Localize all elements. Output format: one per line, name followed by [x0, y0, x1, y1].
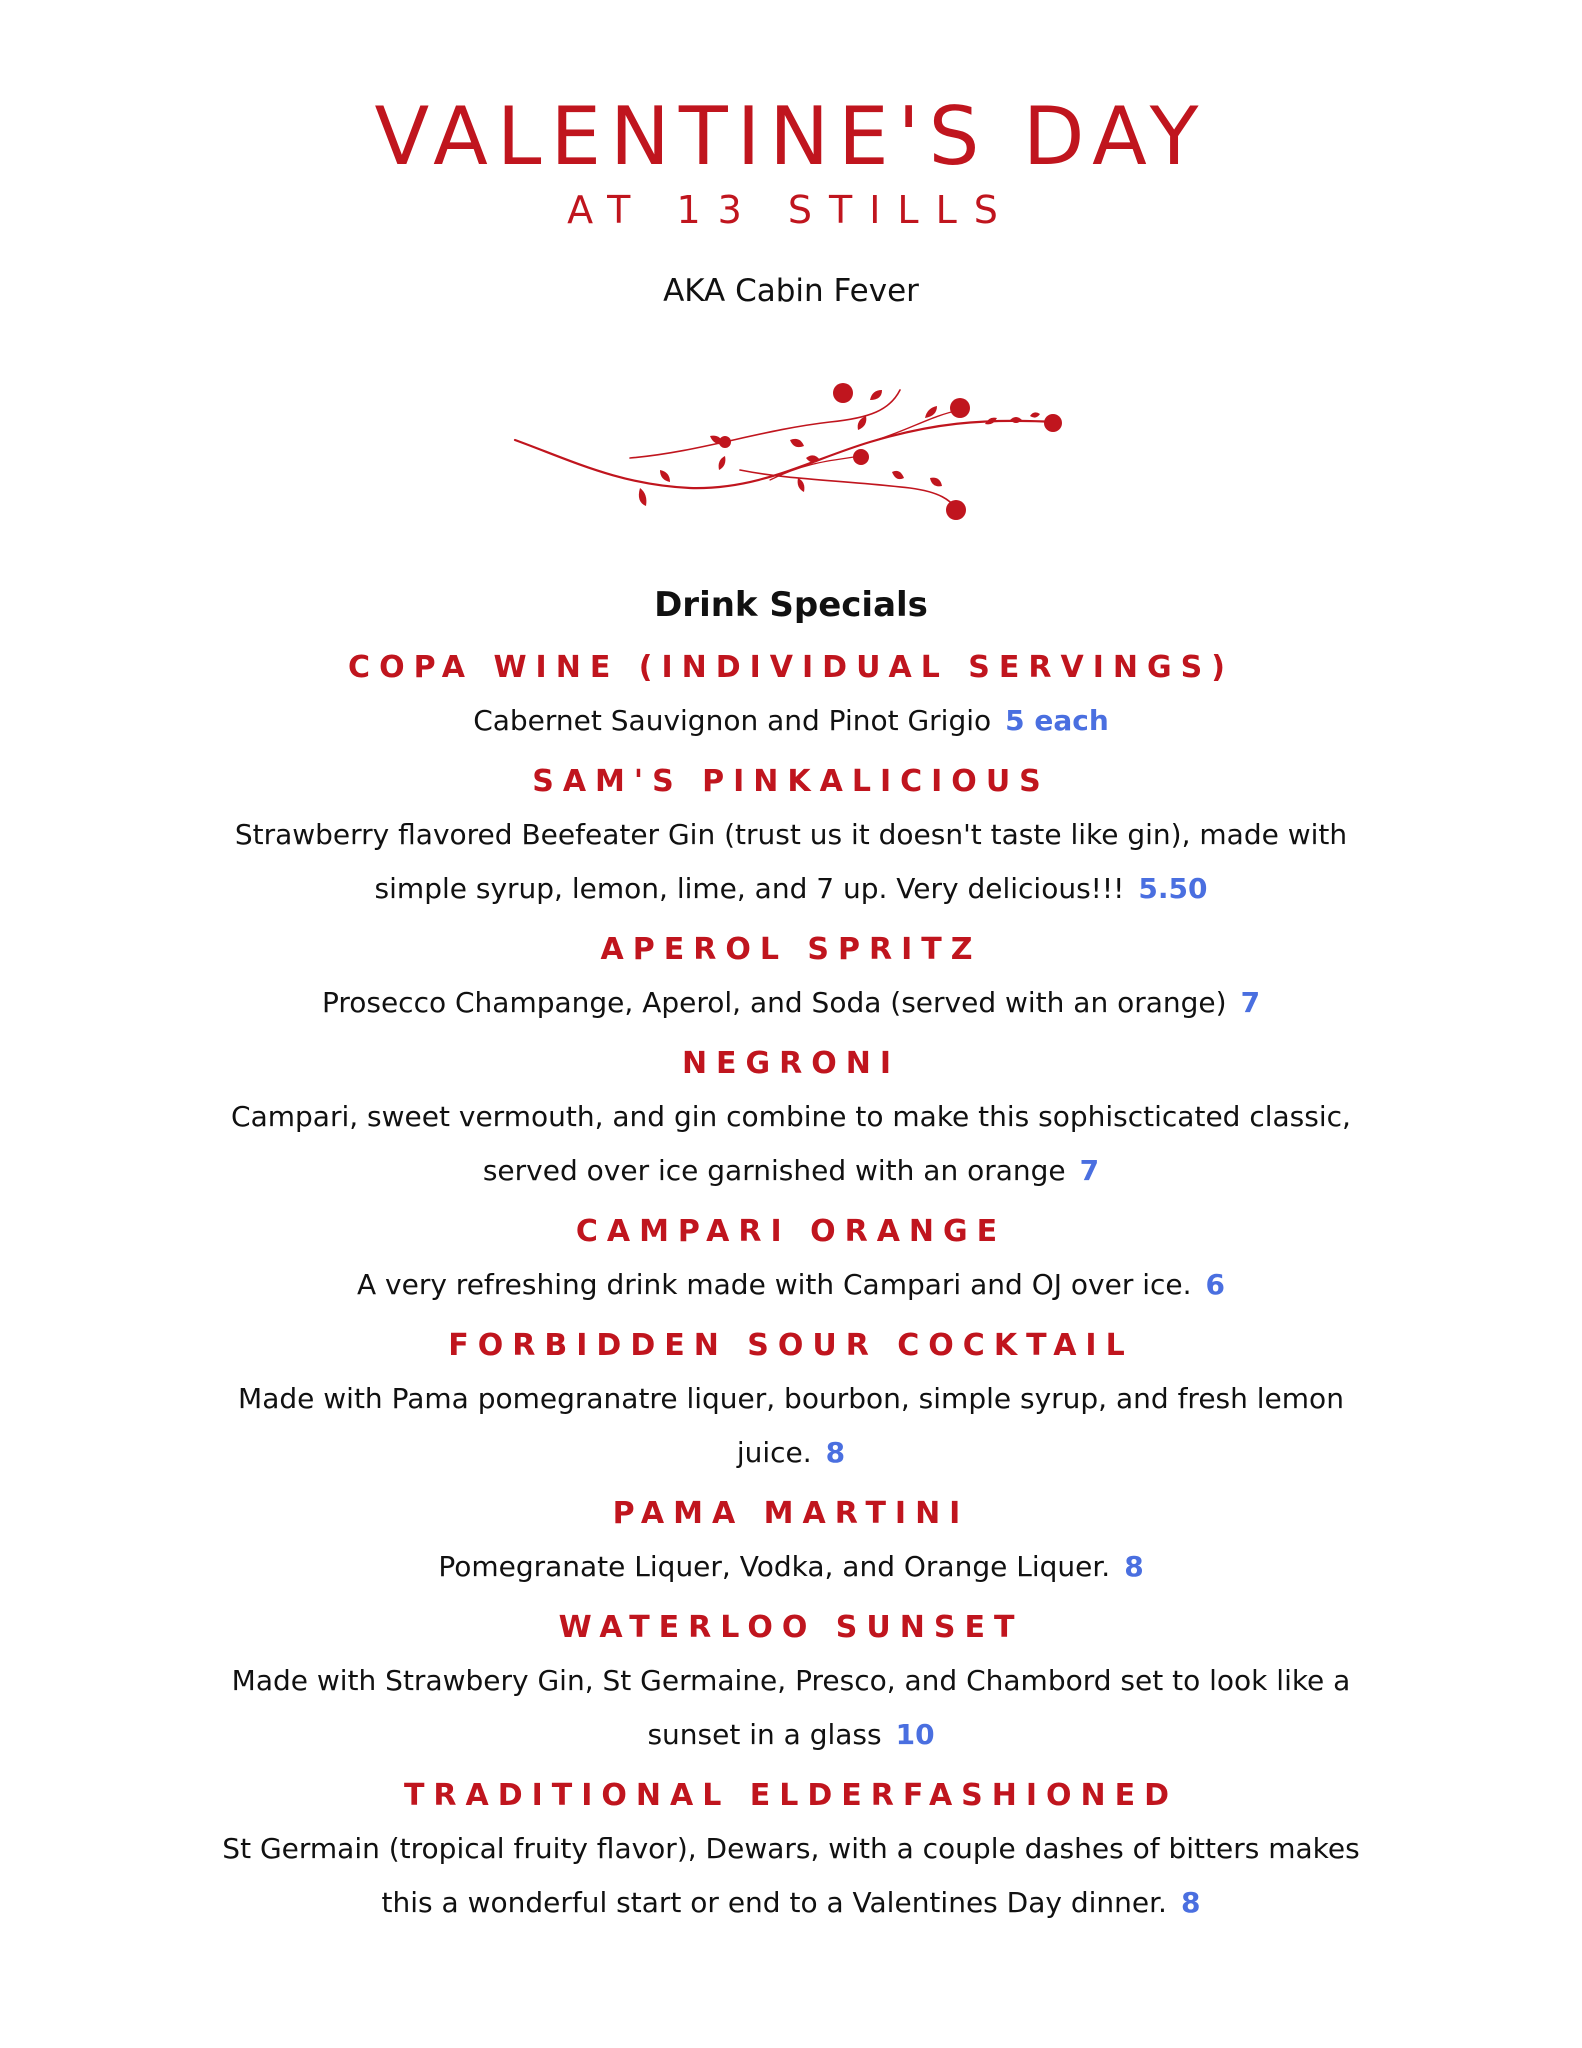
drink-item [200, 1212, 1382, 1312]
drink-price: 8 [825, 1436, 846, 1469]
drink-price: 5.50 [1138, 872, 1208, 905]
drink-description-text: Pomegranate Liquer, Vodka, and Orange Liquer. [438, 1550, 1111, 1583]
drink-price: 10 [895, 1718, 935, 1751]
drink-price: 6 [1205, 1268, 1226, 1301]
drink-description-text: Prosecco Champange, Aperol, and Soda (served with an orange) [321, 986, 1227, 1019]
drink-item [200, 1608, 1382, 1762]
menu-title: VALENTINE'S DAY [374, 90, 1208, 183]
drink-description [200, 1822, 1382, 1930]
drink-list [200, 648, 1382, 1944]
section-heading: Drink Specials [654, 585, 928, 625]
drink-item [200, 1044, 1382, 1198]
drink-description-text: Made with Strawbery Gin, St Germaine, Presco, and Chambord set to look like a sunset in a glass [231, 1664, 1351, 1751]
drink-name: COPA WINE (INDIVIDUAL SERVINGS) [348, 650, 1234, 685]
drink-description-text: A very refreshing drink made with Campari and OJ over ice. [356, 1268, 1192, 1301]
menu-subtitle: AT 13 STILLS [567, 188, 1015, 232]
drink-description [200, 694, 1382, 748]
drink-name: FORBIDDEN SOUR COCKTAIL [448, 1328, 1134, 1363]
drink-description [200, 1372, 1382, 1480]
drink-description-text: Strawberry flavored Beefeater Gin (trust us it doesn't taste like gin), made with simple syrup, lemon, lime, and 7 up. Very delicious!!! [234, 818, 1348, 905]
drink-item [200, 1494, 1382, 1594]
drink-name: TRADITIONAL ELDERFASHIONED [403, 1778, 1179, 1813]
drink-description-text: Campari, sweet vermouth, and gin combine to make this sophiscticated classic, served over ice garnished with an orange [231, 1100, 1351, 1187]
drink-name: PAMA MARTINI [612, 1496, 970, 1531]
drink-name: CAMPARI ORANGE [575, 1214, 1007, 1249]
drink-description [200, 1090, 1382, 1198]
drink-description [200, 1540, 1382, 1594]
drink-price: 5 each [1005, 704, 1109, 737]
menu-tagline: AKA Cabin Fever [663, 273, 919, 309]
drink-item [200, 1326, 1382, 1480]
drink-item [200, 762, 1382, 916]
rose-branch-icon [510, 360, 1070, 530]
drink-item [200, 648, 1382, 748]
drink-name: SAM'S PINKALICIOUS [532, 764, 1050, 799]
drink-description-text: St Germain (tropical fruity flavor), Dewars, with a couple dashes of bitters makes this a wonderful start or end to a Valentines Day dinner. [222, 1832, 1360, 1919]
drink-description-text: Made with Pama pomegranatre liquer, bourbon, simple syrup, and fresh lemon juice. [238, 1382, 1344, 1469]
drink-description-text: Cabernet Sauvignon and Pinot Grigio [473, 704, 992, 737]
drink-price: 8 [1180, 1886, 1201, 1919]
drink-description [200, 1258, 1382, 1312]
drink-description [200, 976, 1382, 1030]
drink-price: 7 [1240, 986, 1261, 1019]
drink-name: APEROL SPRITZ [600, 932, 982, 967]
drink-item [200, 1776, 1382, 1930]
drink-price: 8 [1124, 1550, 1144, 1583]
drink-item [200, 930, 1382, 1030]
drink-name: NEGRONI [681, 1046, 901, 1081]
drink-description [200, 808, 1382, 916]
drink-description [200, 1654, 1382, 1762]
drink-name: WATERLOO SUNSET [558, 1610, 1024, 1645]
drink-price: 7 [1079, 1154, 1100, 1187]
